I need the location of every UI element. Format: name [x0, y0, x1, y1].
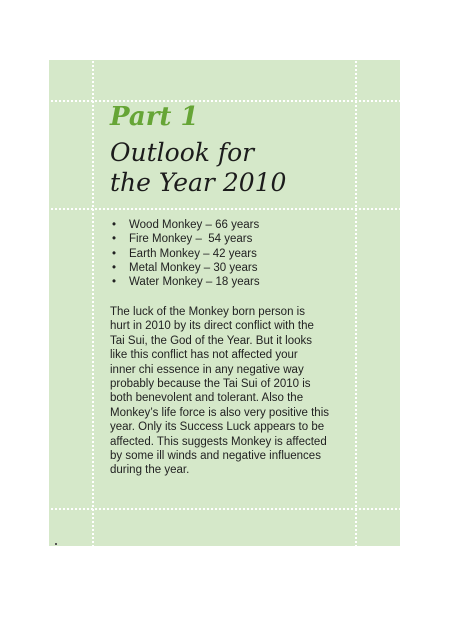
paragraph-line: like this conflict has not affected your: [110, 349, 298, 362]
guide-line-left: [92, 0, 94, 627]
paragraph-line: both benevolent and tolerant. Also the: [110, 392, 304, 405]
guide-line-right: [355, 0, 357, 627]
list-item: • Water Monkey – 18 years: [110, 275, 260, 289]
paragraph-line: The luck of the Monkey born person is: [110, 306, 305, 318]
paragraph-line: Tai Sui, the God of the Year. But it looks: [110, 334, 313, 347]
list-item: • Earth Monkey – 42 years: [110, 247, 260, 261]
list-item: • Metal Monkey – 30 years: [110, 261, 260, 275]
title-line-2: the Year 2010: [110, 168, 287, 197]
paragraph-line: inner chi essence in any negative way: [110, 363, 304, 376]
page-title: [110, 138, 286, 198]
paragraph-line: probably because the Tai Sui of 2010 is: [110, 378, 311, 391]
guide-line-title-bottom: [0, 208, 460, 210]
part-heading: Part 1: [110, 102, 199, 132]
list-item: • Fire Monkey – 54 years: [110, 232, 260, 246]
crop-mark: [55, 543, 57, 545]
title-line-1: Outlook for: [110, 138, 255, 167]
paragraph-line: during the year.: [110, 464, 190, 477]
paragraph-line: by some ill winds and negative influences: [110, 450, 321, 463]
list-item: • Wood Monkey – 66 years: [110, 218, 260, 232]
paragraph-line: affected. This suggests Monkey is affected: [110, 435, 327, 448]
body-paragraph: [110, 305, 342, 478]
paragraph-line: hurt in 2010 by its direct conflict with the: [110, 320, 314, 333]
paragraph-line: year. Only its Success Luck appears to be: [110, 421, 325, 434]
paragraph-line: Monkey’s life force is also very positive this: [110, 406, 330, 419]
guide-line-top: [0, 100, 460, 102]
guide-line-bottom: [0, 508, 460, 510]
monkey-age-list: [110, 218, 260, 289]
